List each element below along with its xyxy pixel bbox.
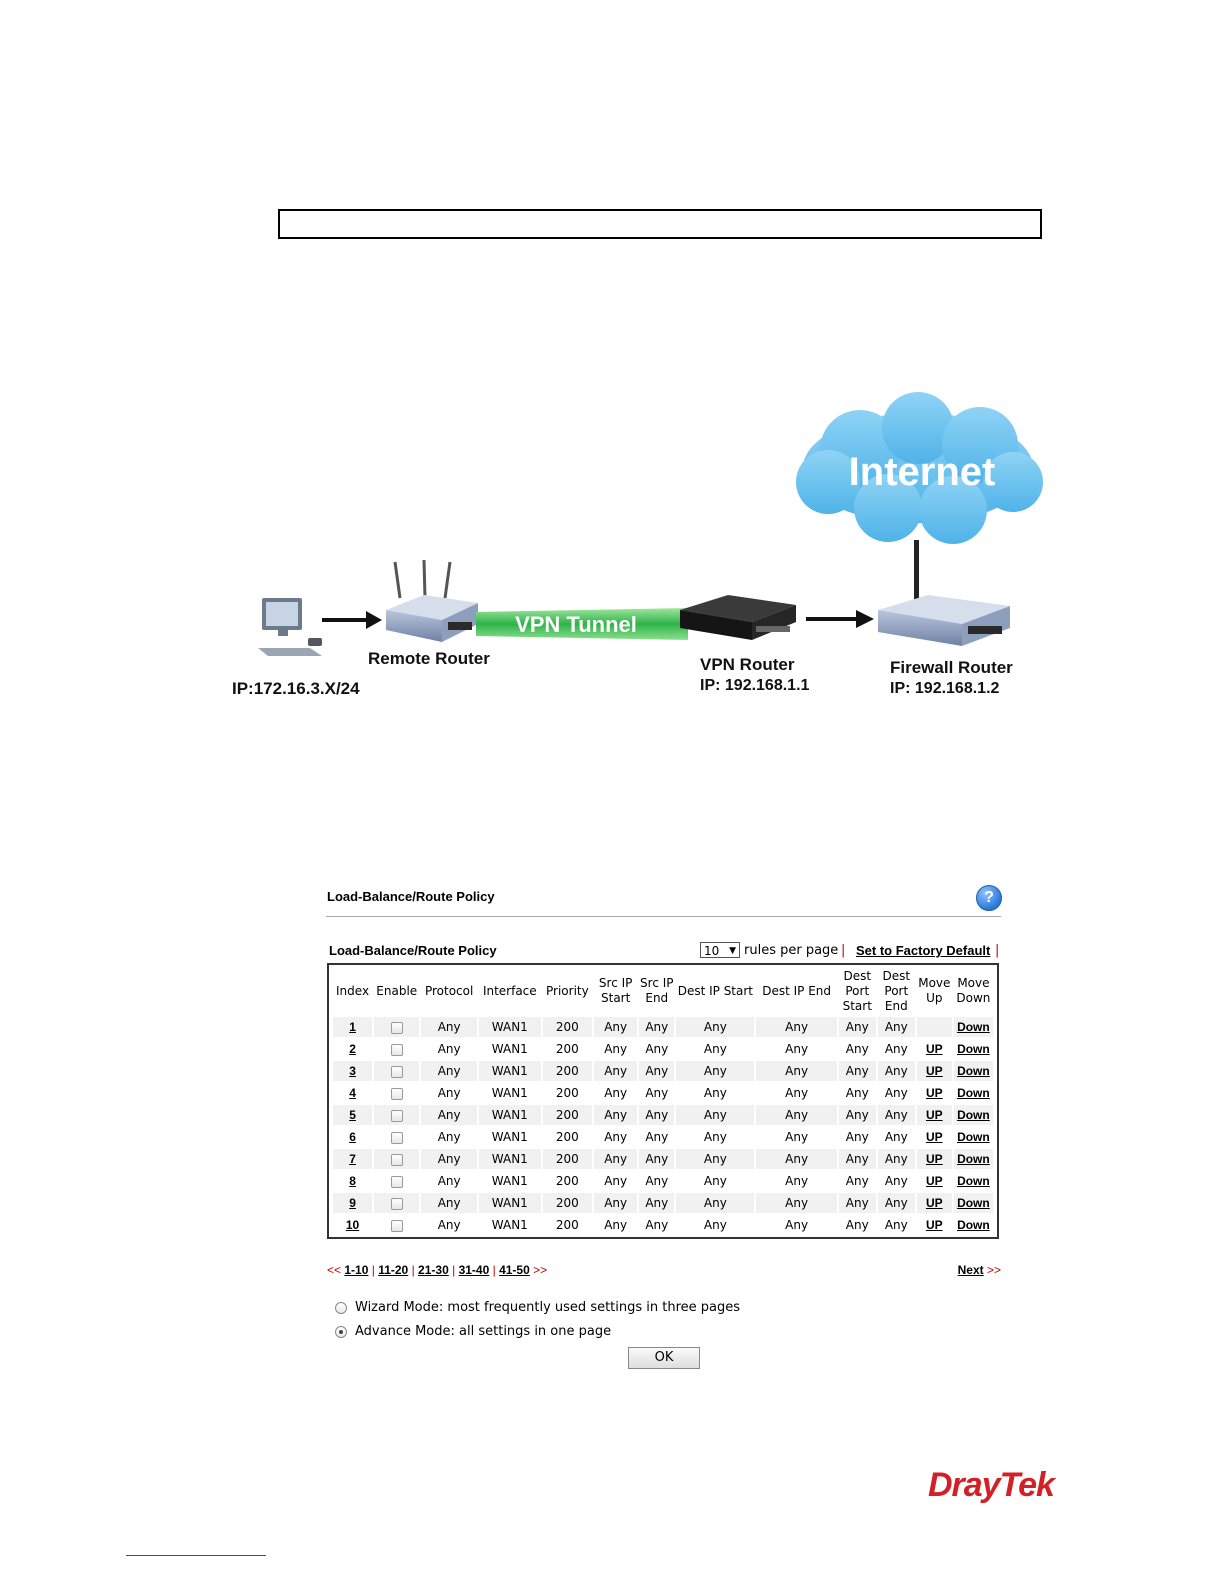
port-start-cell: Any xyxy=(839,1083,876,1103)
index-cell xyxy=(333,1105,372,1125)
port-end-cell: Any xyxy=(878,1215,915,1235)
interface-cell: WAN1 xyxy=(479,1105,541,1125)
src-start-cell: Any xyxy=(594,1171,637,1191)
port-start-cell: Any xyxy=(839,1215,876,1235)
pc-icon xyxy=(258,598,322,656)
protocol-cell: Any xyxy=(421,1127,477,1147)
src-end-cell: Any xyxy=(639,1127,674,1147)
port-end-cell: Any xyxy=(878,1017,915,1037)
port-start-cell: Any xyxy=(839,1017,876,1037)
vpn-router-label: VPN Router xyxy=(700,655,795,674)
column-header: Index xyxy=(336,983,370,998)
enable-cell xyxy=(374,1061,419,1081)
protocol-cell: Any xyxy=(421,1017,477,1037)
rule-index-link[interactable]: 3 xyxy=(349,1064,356,1078)
protocol-cell: Any xyxy=(421,1149,477,1169)
move-down-cell xyxy=(954,1017,993,1037)
firewall-router-ip: IP: 192.168.1.2 xyxy=(890,680,1000,697)
column-header: Move Down xyxy=(956,976,991,1005)
enable-cell xyxy=(374,1017,419,1037)
protocol-cell: Any xyxy=(421,1215,477,1235)
move-down-cell xyxy=(954,1083,993,1103)
dest-end-cell: Any xyxy=(756,1171,836,1191)
enable-checkbox[interactable] xyxy=(391,1154,403,1166)
src-end-cell: Any xyxy=(639,1171,674,1191)
port-end-cell: Any xyxy=(878,1171,915,1191)
interface-cell: WAN1 xyxy=(479,1017,541,1037)
advance-mode-label: Advance Mode: all settings in one page xyxy=(355,1324,612,1339)
column-header: Src IP Start xyxy=(598,976,633,1005)
src-start-cell: Any xyxy=(594,1039,637,1059)
interface-cell: WAN1 xyxy=(479,1127,541,1147)
protocol-cell: Any xyxy=(421,1193,477,1213)
index-cell xyxy=(333,1039,372,1059)
page-link[interactable]: 21-30 xyxy=(418,1263,449,1277)
port-start-cell: Any xyxy=(839,1193,876,1213)
move-down-link[interactable]: Down xyxy=(957,1152,990,1166)
src-end-cell: Any xyxy=(639,1149,674,1169)
rules-table xyxy=(331,965,995,1237)
rules-per-page-value: 10 xyxy=(704,944,720,958)
pc-ip-label: IP:172.16.3.X/24 xyxy=(232,679,360,698)
chevron-down-icon: ▼ xyxy=(729,946,736,956)
column-header: Dest IP End xyxy=(762,983,831,998)
dest-start-cell: Any xyxy=(676,1017,754,1037)
enable-cell xyxy=(374,1171,419,1191)
interface-cell: WAN1 xyxy=(479,1039,541,1059)
move-down-link[interactable]: Down xyxy=(957,1042,990,1056)
column-header: Enable xyxy=(376,983,418,998)
dest-start-cell: Any xyxy=(676,1215,754,1235)
interface-cell: WAN1 xyxy=(479,1171,541,1191)
factory-default-link[interactable]: Set to Factory Default xyxy=(856,943,991,958)
dest-start-cell: Any xyxy=(676,1171,754,1191)
enable-cell xyxy=(374,1105,419,1125)
page-link[interactable]: 41-50 xyxy=(499,1263,530,1277)
protocol-cell: Any xyxy=(421,1171,477,1191)
separator: | xyxy=(452,1263,456,1277)
priority-cell: 200 xyxy=(543,1083,592,1103)
rules-per-page-text: rules per page xyxy=(744,943,839,958)
src-start-cell: Any xyxy=(594,1105,637,1125)
table-row xyxy=(333,1061,993,1081)
dest-start-cell: Any xyxy=(676,1039,754,1059)
src-start-cell: Any xyxy=(594,1017,637,1037)
next-arrow[interactable]: >> xyxy=(533,1263,548,1277)
move-up-cell xyxy=(917,1193,952,1213)
rule-index-link[interactable]: 1 xyxy=(349,1020,356,1034)
port-start-cell: Any xyxy=(839,1039,876,1059)
priority-cell: 200 xyxy=(543,1039,592,1059)
firewall-router-icon xyxy=(878,595,1010,646)
priority-cell: 200 xyxy=(543,1171,592,1191)
dest-end-cell: Any xyxy=(756,1105,836,1125)
dest-end-cell: Any xyxy=(756,1061,836,1081)
port-end-cell: Any xyxy=(878,1083,915,1103)
dest-end-cell: Any xyxy=(756,1039,836,1059)
src-start-cell: Any xyxy=(594,1149,637,1169)
rules-per-page-select[interactable] xyxy=(700,942,740,958)
column-header: Dest Port End xyxy=(882,968,911,1013)
move-down-cell xyxy=(954,1039,993,1059)
priority-cell: 200 xyxy=(543,1193,592,1213)
dest-start-cell: Any xyxy=(676,1127,754,1147)
move-down-link[interactable]: Down xyxy=(957,1020,990,1034)
remote-router-label: Remote Router xyxy=(368,649,490,668)
move-up-cell xyxy=(917,1017,952,1037)
next-arrow[interactable]: >> xyxy=(986,1263,1001,1277)
table-header-row xyxy=(333,967,993,1015)
column-header: Move Up xyxy=(918,976,951,1005)
index-cell xyxy=(333,1061,372,1081)
wizard-mode-label: Wizard Mode: most frequently used settings in three pages xyxy=(355,1300,741,1315)
tunnel-label: VPN Tunnel xyxy=(515,612,637,637)
src-start-cell: Any xyxy=(594,1127,637,1147)
column-header: Dest IP Start xyxy=(677,983,754,998)
port-end-cell: Any xyxy=(878,1105,915,1125)
enable-checkbox[interactable] xyxy=(391,1110,403,1122)
src-end-cell: Any xyxy=(639,1061,674,1081)
port-end-cell: Any xyxy=(878,1061,915,1081)
table-row xyxy=(333,1105,993,1125)
network-diagram xyxy=(228,390,1058,740)
move-up-cell xyxy=(917,1105,952,1125)
enable-cell xyxy=(374,1039,419,1059)
title-divider xyxy=(326,916,1001,917)
column-header: Dest Port Start xyxy=(842,968,872,1013)
priority-cell: 200 xyxy=(543,1215,592,1235)
move-down-cell xyxy=(954,1105,993,1125)
enable-cell xyxy=(374,1083,419,1103)
separator: | xyxy=(371,1263,375,1277)
column-header: Interface xyxy=(482,983,537,998)
move-up-cell xyxy=(917,1127,952,1147)
page-link[interactable]: 31-40 xyxy=(458,1263,490,1277)
enable-checkbox[interactable] xyxy=(391,1198,403,1210)
port-start-cell: Any xyxy=(839,1149,876,1169)
move-up-cell xyxy=(917,1149,952,1169)
rule-index-link[interactable]: 7 xyxy=(349,1152,356,1166)
column-header: Src IP End xyxy=(640,976,674,1005)
src-start-cell: Any xyxy=(594,1215,637,1235)
ok-button[interactable]: OK xyxy=(628,1347,700,1369)
cloud-link-line xyxy=(914,540,919,605)
move-up-link[interactable]: UP xyxy=(925,1042,943,1056)
priority-cell: 200 xyxy=(543,1149,592,1169)
enable-checkbox[interactable] xyxy=(391,1022,403,1034)
move-up-cell xyxy=(917,1215,952,1235)
move-down-link[interactable]: Down xyxy=(957,1064,990,1078)
vpn-router-icon xyxy=(680,595,796,640)
dest-start-cell: Any xyxy=(676,1193,754,1213)
src-end-cell: Any xyxy=(639,1039,674,1059)
move-up-link[interactable]: UP xyxy=(925,1174,943,1188)
rule-index-link[interactable]: 10 xyxy=(345,1218,360,1232)
protocol-cell: Any xyxy=(421,1083,477,1103)
interface-cell: WAN1 xyxy=(479,1215,541,1235)
table-toolbar xyxy=(326,942,1002,960)
enable-cell xyxy=(374,1215,419,1235)
src-end-cell: Any xyxy=(639,1105,674,1125)
port-end-cell: Any xyxy=(878,1193,915,1213)
enable-checkbox[interactable] xyxy=(391,1088,403,1100)
protocol-cell: Any xyxy=(421,1061,477,1081)
vpn-router-ip: IP: 192.168.1.1 xyxy=(700,677,810,694)
table-row xyxy=(333,1149,993,1169)
draytek-logo: DrayTek xyxy=(928,1466,1054,1504)
interface-cell: WAN1 xyxy=(479,1149,541,1169)
index-cell xyxy=(333,1083,372,1103)
rule-index-link[interactable]: 2 xyxy=(349,1042,356,1056)
footer-link-underline[interactable] xyxy=(126,1555,266,1556)
move-down-link[interactable]: Down xyxy=(957,1130,990,1144)
move-down-link[interactable]: Down xyxy=(957,1196,990,1210)
enable-cell xyxy=(374,1127,419,1147)
rule-index-link[interactable]: 6 xyxy=(349,1130,356,1144)
rule-index-link[interactable]: 5 xyxy=(349,1108,356,1122)
priority-cell: 200 xyxy=(543,1061,592,1081)
page-link[interactable]: 11-20 xyxy=(378,1263,409,1277)
index-cell xyxy=(333,1215,372,1235)
port-end-cell: Any xyxy=(878,1149,915,1169)
remote-router-icon xyxy=(386,560,478,642)
separator: | xyxy=(411,1263,415,1277)
move-down-cell xyxy=(954,1171,993,1191)
protocol-cell: Any xyxy=(421,1039,477,1059)
index-cell xyxy=(333,1149,372,1169)
dest-start-cell: Any xyxy=(676,1083,754,1103)
cloud-label: Internet xyxy=(848,450,996,494)
move-down-cell xyxy=(954,1193,993,1213)
firewall-router-label: Firewall Router xyxy=(890,658,1013,677)
port-start-cell: Any xyxy=(839,1061,876,1081)
move-down-cell xyxy=(954,1061,993,1081)
column-header: Priority xyxy=(546,983,589,998)
index-cell xyxy=(333,1193,372,1213)
move-up-link[interactable]: UP xyxy=(925,1064,943,1078)
separator: | xyxy=(841,943,846,958)
table-row xyxy=(333,1193,993,1213)
rule-index-link[interactable]: 9 xyxy=(349,1196,356,1210)
table-label: Load-Balance/Route Policy xyxy=(329,943,497,958)
dest-start-cell: Any xyxy=(676,1105,754,1125)
dest-end-cell: Any xyxy=(756,1149,836,1169)
move-down-link[interactable]: Down xyxy=(957,1086,990,1100)
port-start-cell: Any xyxy=(839,1127,876,1147)
rule-index-link[interactable]: 4 xyxy=(349,1086,356,1100)
enable-cell xyxy=(374,1149,419,1169)
move-up-link[interactable]: UP xyxy=(925,1108,943,1122)
src-end-cell: Any xyxy=(639,1083,674,1103)
table-row xyxy=(333,1039,993,1059)
priority-cell: 200 xyxy=(543,1127,592,1147)
move-up-link[interactable]: UP xyxy=(925,1196,943,1210)
interface-cell: WAN1 xyxy=(479,1083,541,1103)
move-up-cell xyxy=(917,1039,952,1059)
interface-cell: WAN1 xyxy=(479,1061,541,1081)
table-row xyxy=(333,1017,993,1037)
move-down-cell xyxy=(954,1149,993,1169)
protocol-cell: Any xyxy=(421,1105,477,1125)
priority-cell: 200 xyxy=(543,1105,592,1125)
dest-end-cell: Any xyxy=(756,1083,836,1103)
move-up-link[interactable]: UP xyxy=(925,1152,943,1166)
enable-checkbox[interactable] xyxy=(391,1176,403,1188)
src-start-cell: Any xyxy=(594,1061,637,1081)
src-start-cell: Any xyxy=(594,1083,637,1103)
move-up-link[interactable]: UP xyxy=(925,1218,943,1232)
move-down-link[interactable]: Down xyxy=(957,1174,990,1188)
table-row xyxy=(333,1215,993,1235)
move-up-link[interactable]: UP xyxy=(925,1130,943,1144)
help-icon[interactable]: ? xyxy=(976,885,1002,911)
src-start-cell: Any xyxy=(594,1193,637,1213)
pagination xyxy=(327,1263,1001,1279)
column-header: Protocol xyxy=(424,983,474,998)
move-down-cell xyxy=(954,1127,993,1147)
interface-cell: WAN1 xyxy=(479,1193,541,1213)
move-up-cell xyxy=(917,1171,952,1191)
move-up-cell xyxy=(917,1083,952,1103)
rules-table-frame xyxy=(327,963,999,1239)
page-link[interactable]: 1-10 xyxy=(344,1263,369,1277)
src-end-cell: Any xyxy=(639,1017,674,1037)
index-cell xyxy=(333,1017,372,1037)
next-link[interactable]: Next xyxy=(957,1263,984,1277)
priority-cell: 200 xyxy=(543,1017,592,1037)
move-down-link[interactable]: Down xyxy=(957,1218,990,1232)
enable-checkbox[interactable] xyxy=(391,1132,403,1144)
separator: | xyxy=(995,943,1000,958)
advance-mode-radio[interactable] xyxy=(335,1326,347,1338)
enable-cell xyxy=(374,1193,419,1213)
port-start-cell: Any xyxy=(839,1105,876,1125)
next-page xyxy=(958,1263,1001,1277)
enable-checkbox[interactable] xyxy=(391,1044,403,1056)
dest-end-cell: Any xyxy=(756,1017,836,1037)
page-title: Load-Balance/Route Policy xyxy=(327,889,495,904)
dest-end-cell: Any xyxy=(756,1193,836,1213)
empty-text-box xyxy=(278,209,1042,239)
dest-end-cell: Any xyxy=(756,1127,836,1147)
src-end-cell: Any xyxy=(639,1215,674,1235)
prev-arrow[interactable]: << xyxy=(327,1263,342,1277)
move-up-link[interactable]: UP xyxy=(925,1086,943,1100)
wizard-mode-radio[interactable] xyxy=(335,1302,347,1314)
index-cell xyxy=(333,1127,372,1147)
move-down-cell xyxy=(954,1215,993,1235)
enable-checkbox[interactable] xyxy=(391,1220,403,1232)
rule-index-link[interactable]: 8 xyxy=(349,1174,356,1188)
dest-end-cell: Any xyxy=(756,1215,836,1235)
table-row xyxy=(333,1083,993,1103)
table-row xyxy=(333,1127,993,1147)
dest-start-cell: Any xyxy=(676,1061,754,1081)
separator: | xyxy=(492,1263,496,1277)
table-row xyxy=(333,1171,993,1191)
port-start-cell: Any xyxy=(839,1171,876,1191)
dest-start-cell: Any xyxy=(676,1149,754,1169)
move-down-link[interactable]: Down xyxy=(957,1108,990,1122)
src-end-cell: Any xyxy=(639,1193,674,1213)
port-end-cell: Any xyxy=(878,1127,915,1147)
index-cell xyxy=(333,1171,372,1191)
port-end-cell: Any xyxy=(878,1039,915,1059)
enable-checkbox[interactable] xyxy=(391,1066,403,1078)
move-up-cell xyxy=(917,1061,952,1081)
